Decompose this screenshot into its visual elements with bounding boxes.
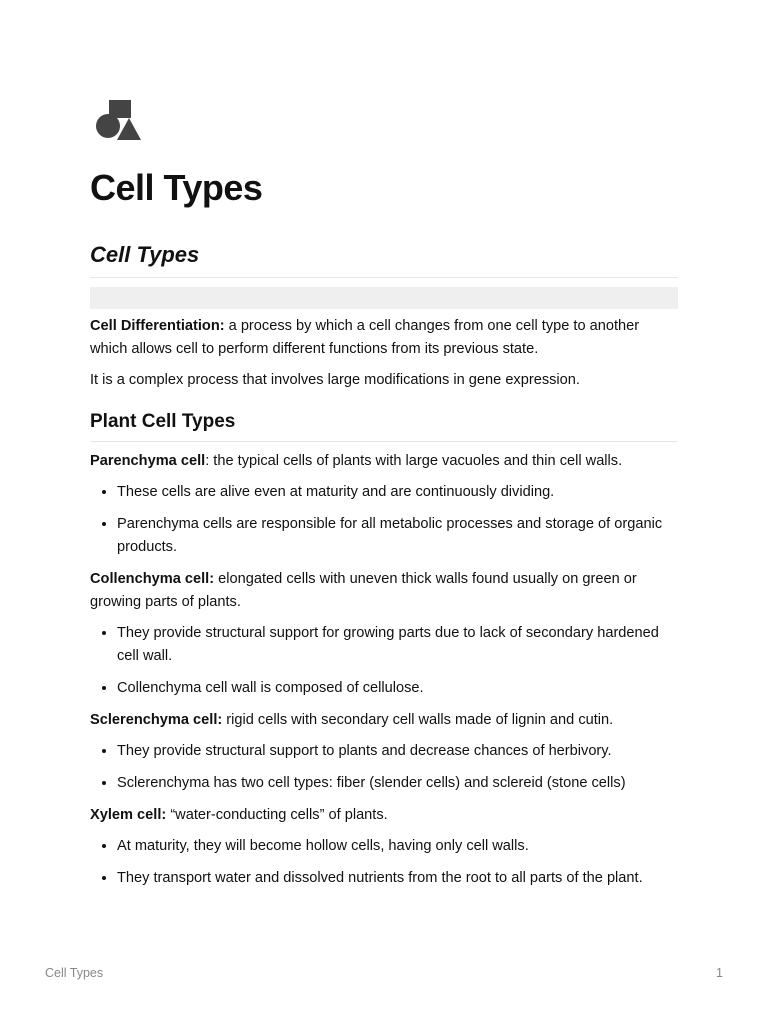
- plant-cell-types-heading: Plant Cell Types: [90, 409, 678, 442]
- xylem-paragraph: [90, 804, 678, 827]
- list-item: • Collenchyma cell wall is composed of cellulose.: [117, 677, 678, 700]
- footer-doc-name: Cell Types: [45, 966, 104, 980]
- footer-page-number: 1: [716, 966, 723, 980]
- cell-definition: elongated cells with uneven thick walls found usually on green or growing parts of plants.: [90, 571, 637, 610]
- parenchyma-list: [90, 481, 678, 559]
- list-item: • Sclerenchyma has two cell types: fiber (slender cells) and sclereid (stone cells): [117, 772, 678, 795]
- shapes-icon: [95, 100, 143, 142]
- collenchyma-paragraph: [90, 568, 678, 614]
- sclerenchyma-list: [90, 740, 678, 795]
- cell-term: Parenchyma cell: [90, 453, 206, 469]
- intro-definition: a process by which a cell changes from one cell type to another which allows cell to perform different functions from its previous state.: [90, 318, 640, 357]
- document-body: [90, 315, 678, 899]
- list-item: • They provide structural support to plants and decrease chances of herbivory.: [117, 740, 678, 763]
- intro-paragraph: [90, 315, 678, 361]
- list-item: • Parenchyma cells are responsible for all metabolic processes and storage of organic products.: [117, 513, 678, 559]
- cell-definition: “water-conducting cells” of plants.: [166, 807, 388, 823]
- placeholder-bar: [90, 287, 678, 309]
- cell-definition: rigid cells with secondary cell walls made of lignin and cutin.: [222, 712, 614, 728]
- cell-term: Xylem cell:: [90, 807, 167, 823]
- cell-term: Sclerenchyma cell:: [90, 712, 223, 728]
- intro-term: Cell Differentiation:: [90, 318, 225, 334]
- section-heading: Cell Types: [90, 240, 678, 278]
- list-item: • They provide structural support for growing parts due to lack of secondary hardened cell wall.: [117, 622, 678, 668]
- collenchyma-list: [90, 622, 678, 700]
- list-item: • At maturity, they will become hollow cells, having only cell walls.: [117, 835, 678, 858]
- list-item: • These cells are alive even at maturity and are continuously dividing.: [117, 481, 678, 504]
- sclerenchyma-paragraph: [90, 709, 678, 732]
- document-title: Cell Types: [90, 167, 263, 208]
- list-item: • They transport water and dissolved nutrients from the root to all parts of the plant.: [117, 867, 678, 890]
- intro-note: It is a complex process that involves large modifications in gene expression.: [90, 372, 580, 388]
- parenchyma-paragraph: [90, 450, 678, 473]
- cell-definition: : the typical cells of plants with large vacuoles and thin cell walls.: [205, 453, 623, 469]
- cell-term: Collenchyma cell:: [90, 571, 215, 587]
- xylem-list: [90, 835, 678, 890]
